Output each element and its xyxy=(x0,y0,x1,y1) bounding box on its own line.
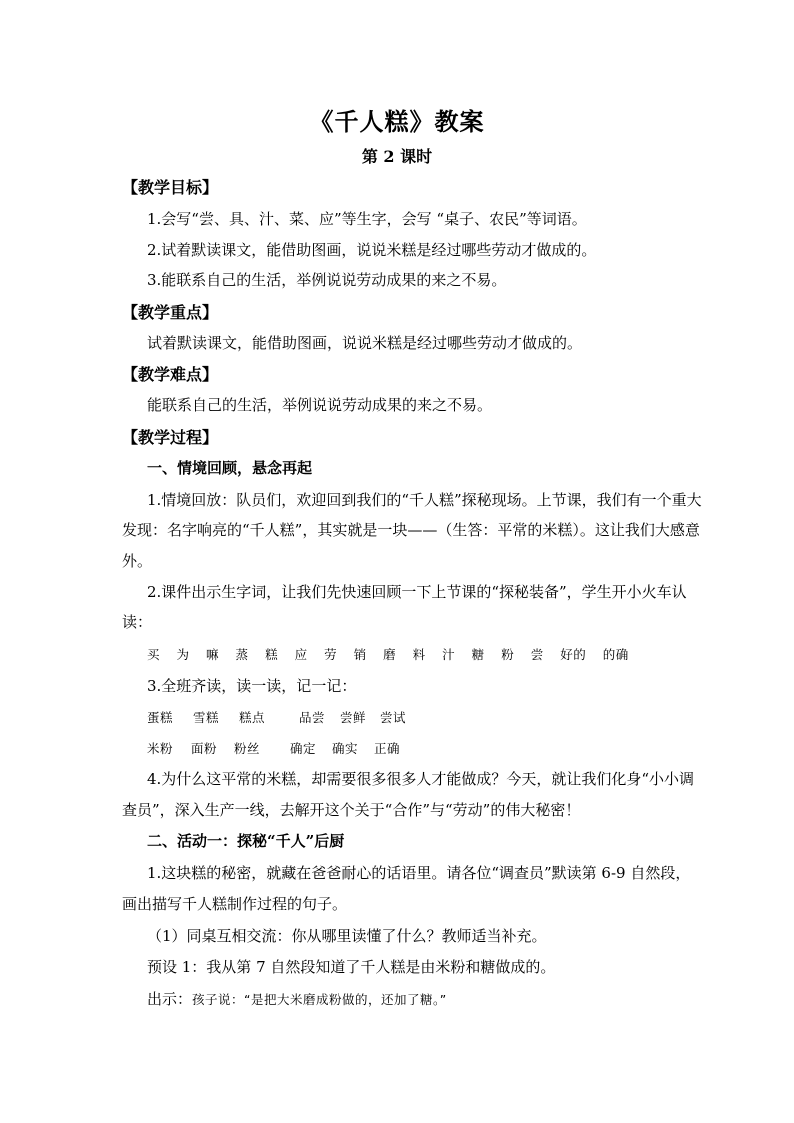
vocab-char: 买 xyxy=(147,647,161,662)
activity1-sub: （1）同桌互相交流：你从哪里读懂了什么？教师适当补充。 xyxy=(147,927,547,945)
vocab-char: 磨 xyxy=(383,647,397,662)
activity1-line-1: 1.这块糕的秘密，就藏在爸爸耐心的话语里。请各位“调查员”默读第 6-9 自然段， xyxy=(147,864,691,882)
p1-line-3: 外。 xyxy=(122,552,153,570)
word-item: 雪糕 xyxy=(193,710,220,725)
activity1-line-2: 画出描写千人糕制作过程的句子。 xyxy=(122,895,348,913)
vocab-char: 糖 xyxy=(471,647,485,662)
vocab-char: 蒸 xyxy=(235,647,249,662)
goal-item-2: 2.试着默读课文，能借助图画，说说米糕是经过哪些劳动才做成的。 xyxy=(147,241,597,259)
word-item: 尝鲜 xyxy=(340,710,367,725)
vocab-char: 销 xyxy=(353,647,367,662)
part1-title: 一、情境回顾，悬念再起 xyxy=(147,459,313,477)
preset-1: 预设 1：我从第 7 自然段知道了千人糕是由米粉和糖做成的。 xyxy=(147,958,556,976)
p4-line-1: 4.为什么这平常的米糕，却需要很多很多人才能做成？今天，就让我们化身“小小调 xyxy=(147,770,694,788)
page-title: 《千人糕》教案 xyxy=(309,107,485,136)
p1-line-2: 发现：名字响亮的“千人糕”，其实就是一块——（生答：平常的米糕）。这让我们大感意 xyxy=(122,521,700,539)
show-label: 出示： xyxy=(147,990,193,1008)
p2-line-1: 2.课件出示生字词，让我们先快速回顾一下上节课的“探秘装备”，学生开小火车认 xyxy=(147,583,687,601)
vocab-char: 劳 xyxy=(324,647,338,662)
word-item: 米粉 xyxy=(147,741,174,756)
show-line xyxy=(147,988,447,1009)
words-row-1 xyxy=(147,708,420,726)
goals-heading: 【教学目标】 xyxy=(122,178,219,197)
word-item: 尝试 xyxy=(380,710,407,725)
vocab-char: 应 xyxy=(294,647,308,662)
word-item: 糕点 xyxy=(239,710,266,725)
part2-title: 二、活动一：探秘“千人”后厨 xyxy=(147,832,345,850)
word-item: 粉丝 xyxy=(234,741,261,756)
p1-line-1: 1.情境回放：队员们，欢迎回到我们的“千人糕”探秘现场。上节课，我们有一个重大 xyxy=(147,491,702,509)
key-text: 试着默读课文，能借助图画，说说米糕是经过哪些劳动才做成的。 xyxy=(147,334,583,352)
vocab-char: 好的 xyxy=(560,647,587,662)
word-item: 正确 xyxy=(374,741,401,756)
process-heading: 【教学过程】 xyxy=(122,428,219,447)
goal-item-3: 3.能联系自己的生活，举例说说劳动成果的来之不易。 xyxy=(147,271,507,289)
word-item: 确定 xyxy=(290,741,317,756)
vocab-char: 糕 xyxy=(265,647,279,662)
vocab-char: 料 xyxy=(412,647,426,662)
words-row-2 xyxy=(147,739,414,757)
p2-line-2: 读： xyxy=(122,613,153,631)
difficulty-text: 能联系自己的生活，举例说说劳动成果的来之不易。 xyxy=(147,396,493,414)
vocab-char: 的确 xyxy=(602,647,629,662)
vocab-char: 汁 xyxy=(442,647,456,662)
word-item: 蛋糕 xyxy=(147,710,174,725)
vocab-char: 粉 xyxy=(501,647,515,662)
vocab-char: 尝 xyxy=(530,647,544,662)
p4-line-2: 查员”，深入生产一线，去解开这个关于“合作”与“劳动”的伟大秘密！ xyxy=(122,801,581,819)
word-item: 面粉 xyxy=(191,741,218,756)
goal-item-1: 1.会写“尝、具、汁、菜、应”等生字，会写 “桌子、农民”等词语。 xyxy=(147,210,587,228)
vocab-char-row xyxy=(147,645,645,663)
word-item: 品尝 xyxy=(299,710,326,725)
vocab-char: 嘛 xyxy=(206,647,220,662)
show-quote: 孩子说：“是把大米磨成粉做的，还加了糖。” xyxy=(192,992,447,1007)
key-heading: 【教学重点】 xyxy=(122,303,219,322)
page-subtitle: 第 2 课时 xyxy=(361,147,433,166)
word-item: 确实 xyxy=(332,741,359,756)
vocab-char: 为 xyxy=(176,647,190,662)
p3-text: 3.全班齐读，读一读，记一记： xyxy=(147,677,357,695)
difficulty-heading: 【教学难点】 xyxy=(122,365,219,384)
